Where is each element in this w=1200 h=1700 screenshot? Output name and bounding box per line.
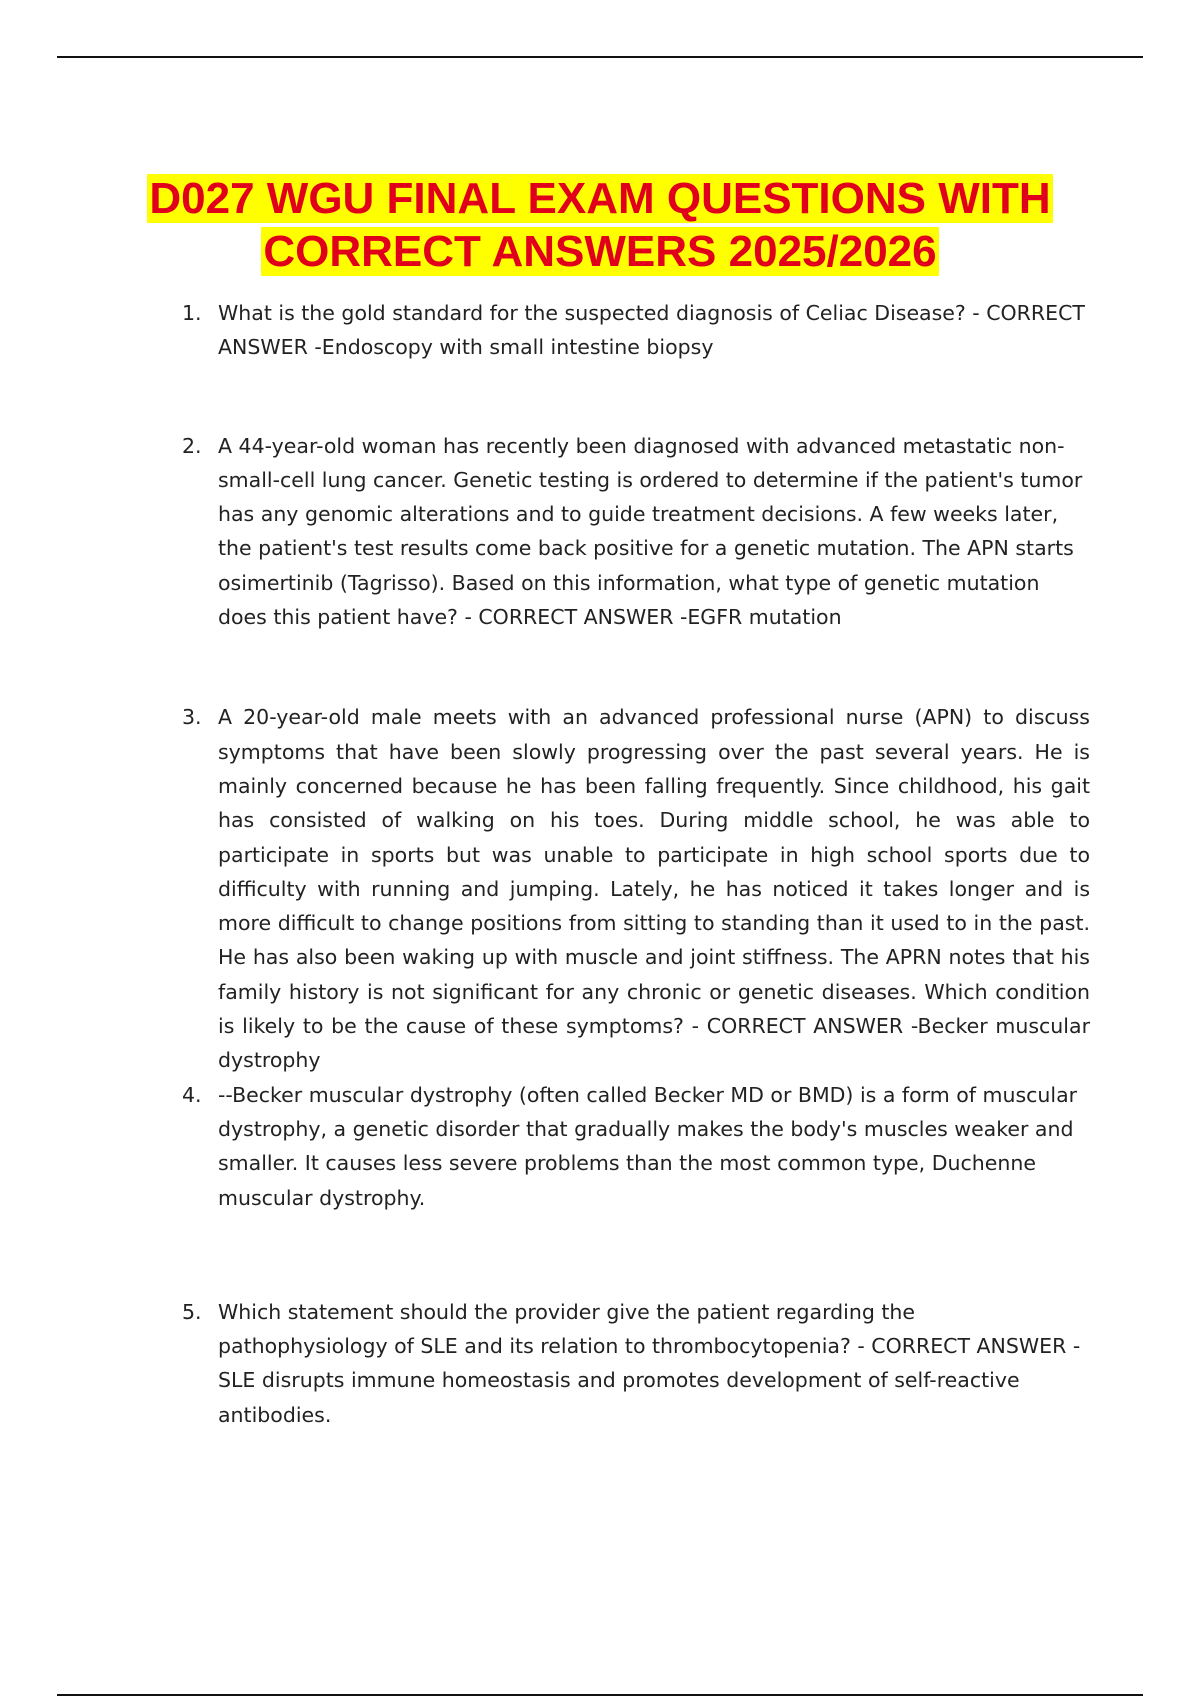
question-number: 1. [182, 301, 202, 325]
question-item-1 [160, 296, 1090, 365]
question-text: What is the gold standard for the suspected diagnosis of Celiac Disease? - CORRECT ANSWER -Endoscopy with small intestine biopsy [218, 301, 1085, 360]
question-item-3 [160, 700, 1090, 1077]
question-text: --Becker muscular dystrophy (often called Becker MD or BMD) is a form of muscular dystrophy, a genetic disorder that gradually makes the body's muscles weaker and smaller. It causes less severe problems than the most common type, Duchenne muscular dystrophy. [218, 1082, 1078, 1210]
title-line-1: D027 WGU FINAL EXAM QUESTIONS WITH [149, 174, 1051, 224]
title-line-2: CORRECT ANSWERS 2025/2026 [263, 227, 937, 277]
document-title [100, 172, 1100, 278]
question-text: Which statement should the provider give the patient regarding the pathophysiology of SLE and its relation to thrombocytopenia? - CORRECT ANSWER -SLE disrupts immune homeostasis and promotes development of self-reactive antibodies. [218, 1299, 1081, 1427]
question-number: 3. [182, 705, 202, 730]
question-item-5 [160, 1295, 1090, 1432]
question-number: 4. [182, 1082, 202, 1107]
header-rule [57, 56, 1143, 58]
question-list [160, 296, 1090, 1432]
footer-rule [57, 1694, 1143, 1696]
question-text: A 44-year-old woman has recently been diagnosed with advanced metastatic non-small-cell lung cancer. Genetic testing is ordered to determine if the patient's tumor has any genomic alterations and to guide treatment decisions. A few weeks later, the patient's test results come back positive for a genetic mutation. The APN starts osimertinib (Tagrisso). Based on this information, what type of genetic mutation does this patient have? - CORRECT ANSWER -EGFR mutation [218, 433, 1083, 630]
question-item-2 [160, 429, 1090, 635]
question-item-4 [160, 1078, 1090, 1215]
question-number: 5. [182, 1299, 202, 1324]
question-number: 2. [182, 433, 202, 458]
question-text: A 20-year-old male meets with an advanced professional nurse (APN) to discuss symptoms that have been slowly progressing over the past several years. He is mainly concerned because he has been falling frequently. Since childhood, his gait has consisted of walking on his toes. During middle school, he was able to participate in sports but was unable to participate in high school sports due to difficulty with running and jumping. Lately, he has noticed it takes longer and is more difficult to change positions from sitting to standing than it used to in the past. He has also been waking up with muscle and joint stiffness. The APRN notes that his family history is not significant for any chronic or genetic diseases. Which condition is likely to be the cause of these symptoms? - CORRECT ANSWER -Becker muscular dystrophy [218, 705, 1090, 1073]
